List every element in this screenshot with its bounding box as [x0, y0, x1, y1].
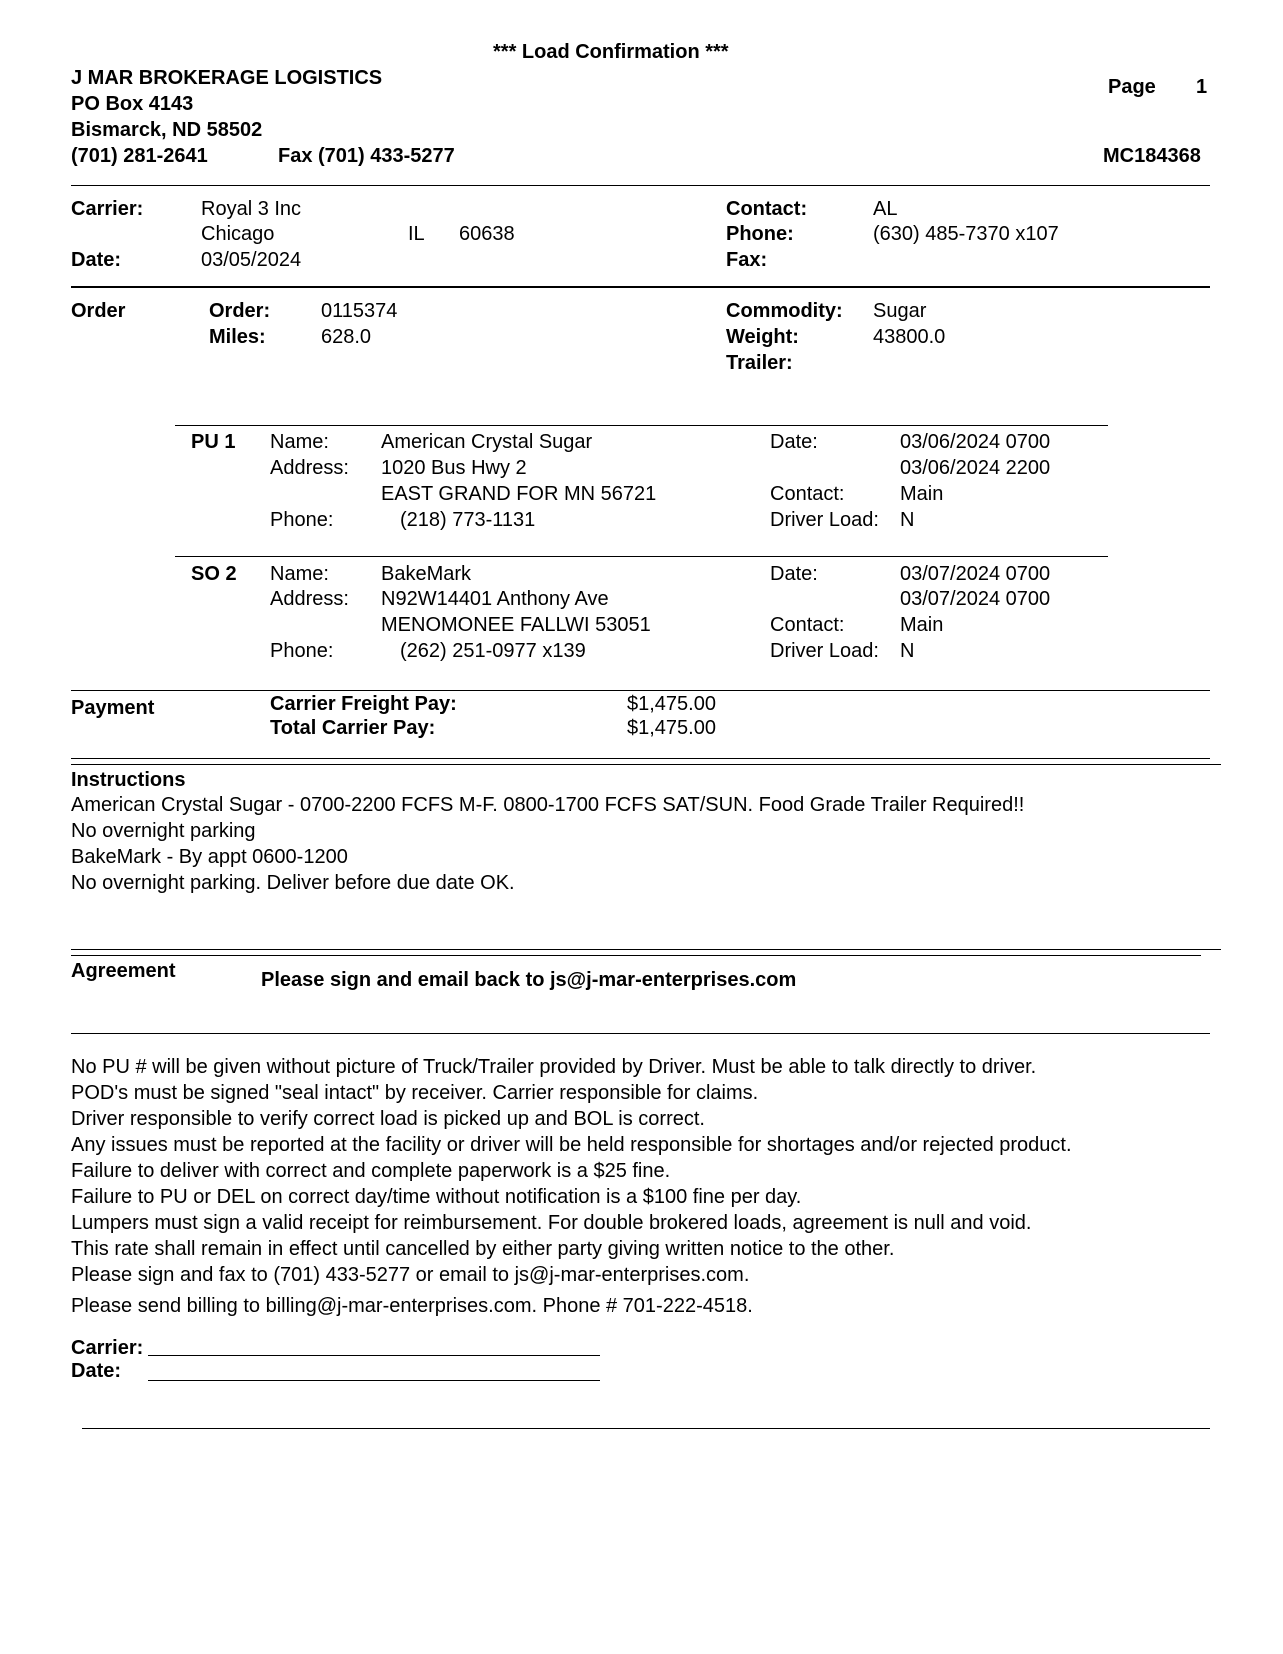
total-pay-value: $1,475.00 — [627, 717, 716, 739]
stop-phone-label: Phone: — [270, 640, 334, 662]
stop-address-line1: N92W14401 Anthony Ave — [381, 588, 609, 610]
trailer-label: Trailer: — [726, 352, 793, 374]
agreement-divider — [71, 949, 1221, 950]
terms-line: Failure to deliver with correct and complete paperwork is a $25 fine. — [71, 1160, 671, 1182]
freight-pay-label: Carrier Freight Pay: — [270, 693, 457, 715]
stop-name: American Crystal Sugar — [381, 431, 593, 453]
instructions-divider — [71, 764, 1221, 765]
carrier-city: Chicago — [201, 223, 275, 245]
instructions-divider — [71, 758, 1210, 759]
terms-line: This rate shall remain in effect until cancelled by either party giving written notice to the other. — [71, 1238, 895, 1260]
agreement-divider — [71, 955, 1201, 956]
terms-line: Please sign and fax to (701) 433-5277 or email to js@j-mar-enterprises.com. — [71, 1264, 750, 1286]
stop-date-start: 03/06/2024 0700 — [900, 431, 1051, 453]
commodity: Sugar — [873, 300, 927, 322]
instruction-line: No overnight parking. Deliver before due date OK. — [71, 872, 515, 894]
terms-line: Failure to PU or DEL on correct day/time without notification is a $100 fine per day. — [71, 1186, 802, 1208]
carrier-state: IL — [408, 223, 425, 245]
stop-address-line2: EAST GRAND FOR MN 56721 — [381, 483, 657, 505]
stop-phone-label: Phone: — [270, 509, 334, 531]
company-name: J MAR BROKERAGE LOGISTICS — [71, 67, 383, 89]
instructions-section-label: Instructions — [71, 769, 186, 791]
stop-contact: Main — [900, 614, 944, 636]
stop-date-start: 03/07/2024 0700 — [900, 563, 1051, 585]
terms-line: Driver responsible to verify correct load is picked up and BOL is correct. — [71, 1108, 705, 1130]
company-phone: (701) 281-2641 — [71, 145, 208, 167]
carrier-fax-label: Fax: — [726, 249, 768, 271]
carrier-label: Carrier: — [71, 198, 144, 220]
stop-date-label: Date: — [770, 431, 818, 453]
header-divider — [71, 185, 1210, 186]
mc-number: MC184368 — [1103, 145, 1201, 167]
stop-driver-load: N — [900, 640, 915, 662]
commodity-label: Commodity: — [726, 300, 843, 322]
carrier-divider — [71, 286, 1210, 288]
stop-contact-label: Contact: — [770, 483, 845, 505]
stop-name-label: Name: — [270, 431, 329, 453]
carrier-phone-label: Phone: — [726, 223, 794, 245]
terms-line: No PU # will be given without picture of Truck/Trailer provided by Driver. Must be able to talk directly to driver. — [71, 1056, 1037, 1078]
terms-divider — [71, 1033, 1210, 1034]
signature-date-line[interactable] — [148, 1380, 600, 1381]
payment-section-label: Payment — [71, 697, 155, 719]
payment-divider — [71, 690, 1210, 691]
carrier-date: 03/05/2024 — [201, 249, 302, 271]
stop-contact: Main — [900, 483, 944, 505]
stop-divider — [175, 556, 1108, 557]
weight: 43800.0 — [873, 326, 946, 348]
freight-pay-value: $1,475.00 — [627, 693, 716, 715]
stop-contact-label: Contact: — [770, 614, 845, 636]
order-section-label: Order — [71, 300, 126, 322]
terms-line: Lumpers must sign a valid receipt for reimbursement. For double brokered loads, agreement is null and void. — [71, 1212, 1032, 1234]
billing-note: Please send billing to billing@j-mar-enterprises.com. Phone # 701-222-4518. — [71, 1295, 753, 1317]
stop-address-label: Address: — [270, 588, 349, 610]
signature-date-label: Date: — [71, 1360, 122, 1382]
weight-label: Weight: — [726, 326, 799, 348]
stop-phone: (262) 251-0977 x139 — [400, 640, 586, 662]
stop-name: BakeMark — [381, 563, 472, 585]
stop-driver-load-label: Driver Load: — [770, 640, 879, 662]
signature-carrier-label: Carrier: — [71, 1337, 144, 1359]
terms-line: POD's must be signed "seal intact" by receiver. Carrier responsible for claims. — [71, 1082, 759, 1104]
agreement-sign-note: Please sign and email back to js@j-mar-enterprises.com — [261, 969, 797, 991]
carrier-contact-label: Contact: — [726, 198, 808, 220]
stop-code: SO 2 — [191, 563, 237, 585]
order-miles-label: Miles: — [209, 326, 266, 348]
carrier-zip: 60638 — [459, 223, 515, 245]
stop-date-label: Date: — [770, 563, 818, 585]
carrier-contact: AL — [873, 198, 898, 220]
carrier-name: Royal 3 Inc — [201, 198, 302, 220]
total-pay-label: Total Carrier Pay: — [270, 717, 436, 739]
agreement-section-label: Agreement — [71, 960, 176, 982]
order-number: 0115374 — [321, 300, 398, 322]
page-label: Page — [1108, 76, 1156, 98]
stop-address-line1: 1020 Bus Hwy 2 — [381, 457, 527, 479]
stop-name-label: Name: — [270, 563, 329, 585]
signature-carrier-line[interactable] — [148, 1355, 600, 1356]
company-city-state-zip: Bismarck, ND 58502 — [71, 119, 263, 141]
carrier-phone: (630) 485-7370 x107 — [873, 223, 1059, 245]
instruction-line: No overnight parking — [71, 820, 256, 842]
page-number: 1 — [1196, 76, 1208, 98]
instruction-line: American Crystal Sugar - 0700-2200 FCFS M-F. 0800-1700 FCFS SAT/SUN. Food Grade Trailer Required!! — [71, 794, 1025, 816]
stop-date-end: 03/06/2024 2200 — [900, 457, 1051, 479]
instruction-line: BakeMark - By appt 0600-1200 — [71, 846, 348, 868]
carrier-date-label: Date: — [71, 249, 122, 271]
stop-driver-load-label: Driver Load: — [770, 509, 879, 531]
stop-date-end: 03/07/2024 0700 — [900, 588, 1051, 610]
stop-driver-load: N — [900, 509, 915, 531]
footer-divider — [82, 1428, 1210, 1429]
stop-phone: (218) 773-1131 — [400, 509, 536, 531]
order-miles: 628.0 — [321, 326, 372, 348]
company-po-box: PO Box 4143 — [71, 93, 194, 115]
stop-address-line2: MENOMONEE FALLWI 53051 — [381, 614, 651, 636]
stop-address-label: Address: — [270, 457, 349, 479]
document-title: *** Load Confirmation *** — [493, 41, 729, 63]
order-number-label: Order: — [209, 300, 271, 322]
stop-code: PU 1 — [191, 431, 236, 453]
company-fax: Fax (701) 433-5277 — [278, 145, 455, 167]
terms-line: Any issues must be reported at the facility or driver will be held responsible for shortages and/or rejected product. — [71, 1134, 1072, 1156]
stop-divider — [175, 425, 1108, 426]
